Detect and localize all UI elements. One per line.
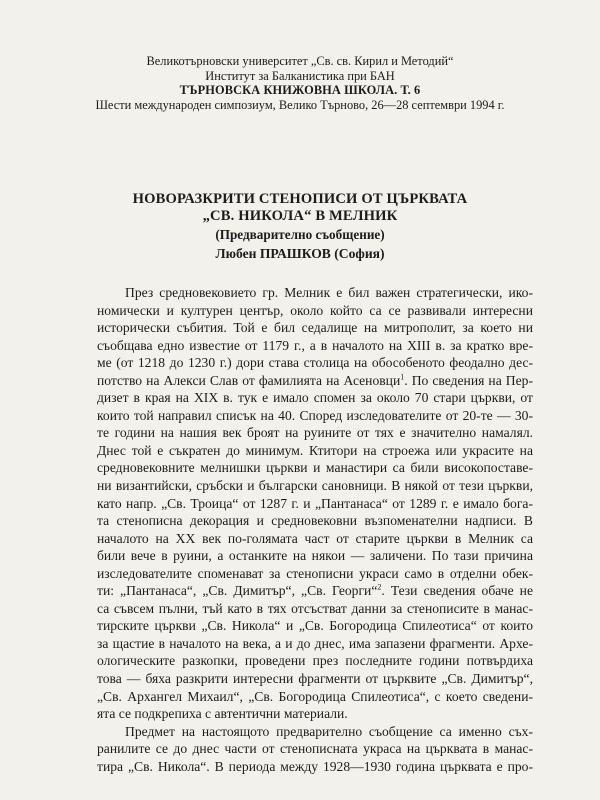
- text-line: били вече в руини, а останките на някои — заличени. По тази причина: [97, 548, 533, 564]
- text-line: за щастие в началото на века, а и до днес, има запазени фрагменти. Архе-: [97, 635, 533, 651]
- footnote-ref-2: 2: [377, 582, 382, 592]
- text-line: ологическите разкопки, проведени през последните години потвърдиха: [97, 653, 533, 669]
- text-line: Днес той е съкратен до минимум. Ктитори на строежа или украсите на: [97, 442, 533, 458]
- header-symposium: Шести международен симпозиум, Велико Търново, 26—28 септември 1994 г.: [95, 97, 505, 112]
- publication-header: [30, 54, 570, 112]
- header-series-title: ТЪРНОВСКА КНИЖОВНА ШКОЛА. Т. 6: [179, 83, 421, 98]
- text-line: съобщава едно известие от 1179 г., а в началото на XIII в. за кратко вре-: [97, 337, 533, 353]
- article-author: Любен ПРАШКОВ (София): [215, 245, 385, 261]
- text-line: Предмет на настоящото предварително съобщение са именно съх-: [125, 723, 533, 739]
- text-line: номически и културен център, около който са се развивали интересни: [97, 302, 533, 318]
- text-segment: . По сведения на Пер-: [404, 372, 533, 388]
- text-line: „Св. Архангел Михаил“, „Св. Богородица Спилеотиса“, с което сведени-: [97, 688, 533, 704]
- text-line: средновековните мелнишки църкви и манастири са били високопоставе-: [97, 460, 533, 476]
- text-line: През средновековието гр. Мелник е бил важен стратегически, ико-: [125, 285, 533, 300]
- text-line: началото на XX век по-голямата част от старите църкви в Мелник са: [97, 530, 533, 546]
- text-line: са съвсем пълни, тъй като в тях отсъстват данни за стенописите в манас-: [97, 600, 533, 616]
- text-segment: . Тези сведения обаче не: [381, 583, 533, 599]
- header-institute: Институт за Балканистика при БАН: [205, 68, 395, 83]
- text-line: тира „Св. Никола“. В периода между 1928—1930 година църквата е про-: [97, 758, 533, 774]
- article-title-line-1: НОВОРАЗКРИТИ СТЕНОПИСИ ОТ ЦЪРКВАТА: [132, 191, 468, 207]
- text-line: които той направил списък на 40. Според изследователите от 20-те — 30-: [97, 407, 533, 423]
- text-line: това — бяха разкрити интересни фрагменти от църквите „Св. Димитър“,: [97, 671, 533, 687]
- text-line: като напр. „Св. Троица“ от 1287 г. и „Пантанаса“ от 1289 г. е имало бога-: [97, 495, 533, 511]
- article-body: [67, 284, 533, 775]
- article-heading: [30, 191, 570, 262]
- paragraph-2: [67, 723, 533, 776]
- text-line: дизет в края на XIX в. тук е имало спомен за около 70 стари църкви, от: [97, 390, 533, 406]
- text-line: тирските църкви „Св. Никола“ и „Св. Богородица Спилеотиса“ от които: [97, 618, 533, 634]
- text-line: та стенописна декорация и средновековни възпоменателни надписи. В: [97, 513, 533, 529]
- footnote-ref-1: 1: [400, 372, 405, 382]
- text-line-with-footnote: [67, 582, 533, 600]
- article-title-line-2: „СВ. НИКОЛА“ В МЕЛНИК: [202, 208, 398, 225]
- text-line: исторически събития. Той е бил седалище на митрополит, за което ни: [97, 320, 533, 336]
- text-line: ята се подкрепиха с автентични материали.: [97, 706, 348, 722]
- text-line: изследователите споменават за стенописни украси само в отделни обек-: [97, 565, 533, 581]
- header-university: Великотърновски университет „Св. св. Кирил и Методий“: [146, 54, 454, 68]
- text-line-with-footnote: [67, 372, 533, 390]
- paragraph-1: [67, 284, 533, 723]
- article-subtitle: (Предварително съобщение): [215, 226, 385, 242]
- text-line: ранилите се до днес части от стенописната украса на църквата в манас-: [97, 741, 533, 757]
- text-line: ни византийски, сръбски и български сановници. В някой от тези църкви,: [97, 478, 533, 494]
- text-segment: ти: „Пантанаса“, „Св. Димитър“, „Св. Георги“: [97, 583, 378, 599]
- text-segment: потство на Алекси Слав от фамилията на Асеновци: [97, 372, 401, 388]
- text-line: те години на нашия век броят на руините от тях е значително намалял.: [97, 425, 533, 441]
- text-line: ме (от 1218 до 1230 г.) дори става столица на обособеното феодално дес-: [97, 355, 533, 371]
